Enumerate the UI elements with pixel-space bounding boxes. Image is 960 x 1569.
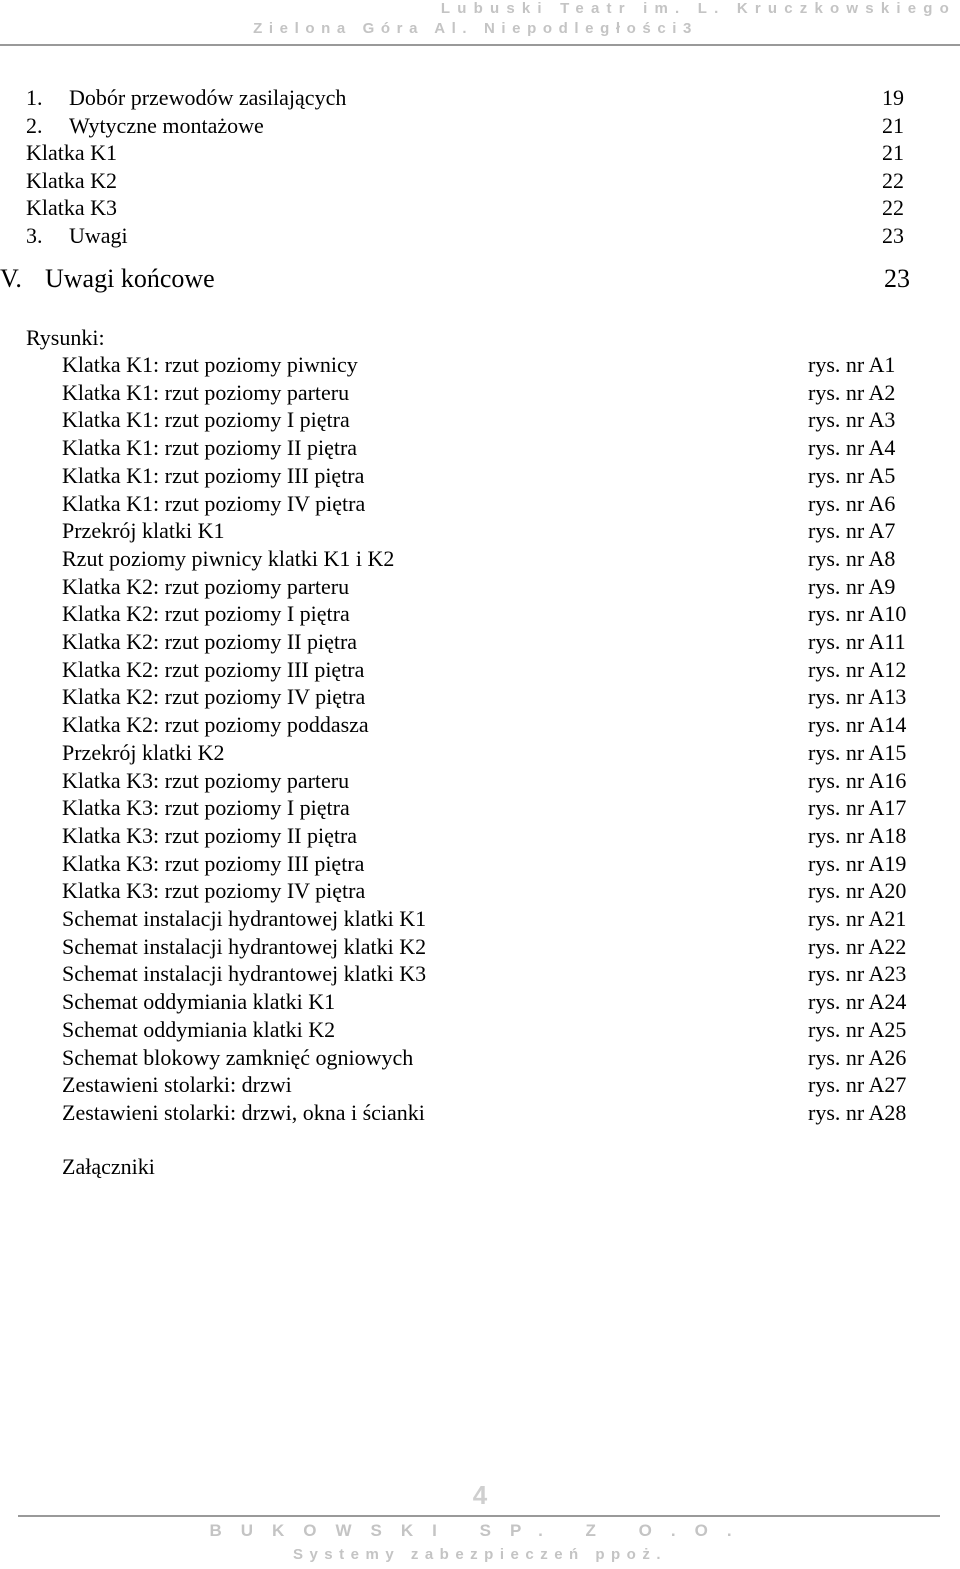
drawing-title: Klatka K3: rzut poziomy I piętra — [62, 795, 350, 821]
drawing-title: Klatka K3: rzut poziomy III piętra — [62, 850, 365, 876]
drawing-title: Klatka K2: rzut poziomy III piętra — [62, 656, 365, 682]
drawing-reference: rys. nr A7 — [808, 518, 896, 544]
drawing-title: Klatka K2: rzut poziomy I piętra — [62, 601, 350, 627]
drawing-title: Klatka K3: rzut poziomy II piętra — [62, 822, 358, 848]
drawing-title: Rzut poziomy piwnicy klatki K1 i K2 — [62, 545, 395, 571]
drawing-reference: rys. nr A13 — [808, 684, 907, 710]
drawing-reference: rys. nr A16 — [808, 767, 907, 793]
drawing-title: Przekrój klatki K1 — [62, 518, 225, 544]
drawing-reference: rys. nr A21 — [808, 906, 907, 931]
drawing-reference: rys. nr A25 — [808, 1016, 907, 1042]
drawing-title: Klatka K3: rzut poziomy parteru — [62, 767, 350, 793]
drawing-title: Schemat instalacji hydrantowej klatki K3 — [62, 961, 427, 987]
drawing-title: Schemat oddymiania klatki K2 — [62, 1016, 336, 1042]
drawing-title: Klatka K1: rzut poziomy piwnicy — [62, 352, 358, 377]
page-number: 4 — [472, 1480, 488, 1510]
drawing-title: Klatka K2: rzut poziomy IV piętra — [62, 684, 366, 710]
toc-page: 23 — [882, 223, 904, 248]
drawings-heading: Rysunki: — [26, 325, 105, 350]
drawing-title: Klatka K1: rzut poziomy IV piętra — [62, 490, 366, 516]
drawing-title: Schemat blokowy zamknięć ogniowych — [62, 1044, 414, 1070]
drawing-reference: rys. nr A2 — [808, 379, 896, 405]
drawing-reference: rys. nr A20 — [808, 878, 907, 904]
toc-page: 19 — [882, 85, 904, 110]
drawing-reference: rys. nr A28 — [808, 1099, 907, 1125]
toc-label: Klatka K2 — [26, 167, 118, 193]
toc-row — [26, 223, 904, 249]
attachments-heading: Załączniki — [62, 1154, 155, 1179]
toc-label: Dobór przewodów zasilających — [69, 85, 347, 110]
drawing-reference: rys. nr A15 — [808, 739, 907, 765]
toc-row — [26, 168, 904, 194]
drawing-reference: rys. nr A18 — [808, 822, 907, 848]
section-number: V. — [0, 264, 22, 293]
toc-number: 1. — [26, 85, 43, 110]
drawing-reference: rys. nr A9 — [808, 573, 896, 599]
toc-row — [26, 195, 904, 221]
drawing-reference: rys. nr A1 — [808, 352, 896, 377]
drawing-reference: rys. nr A24 — [808, 989, 907, 1015]
header-theatre-name: Lubuski Teatr im. L. Kruczkowskiego — [440, 0, 956, 17]
toc-row — [26, 85, 904, 111]
drawing-title: Schemat instalacji hydrantowej klatki K1 — [62, 906, 427, 931]
drawing-reference: rys. nr A6 — [808, 490, 896, 516]
toc-page: 21 — [882, 140, 904, 166]
header-address: Zielona Góra Al. Niepodległości3 — [253, 20, 698, 37]
drawing-reference: rys. nr A17 — [808, 795, 907, 821]
drawing-title: Klatka K3: rzut poziomy IV piętra — [62, 878, 366, 904]
drawing-title: Klatka K2: rzut poziomy parteru — [62, 573, 350, 599]
drawing-title: Zestawieni stolarki: drzwi — [62, 1072, 292, 1098]
drawing-reference: rys. nr A19 — [808, 850, 907, 876]
toc-label: Wytyczne montażowe — [69, 112, 264, 138]
footer-tagline: Systemy zabezpieczeń ppoż. — [292, 1546, 668, 1563]
drawing-title: Klatka K2: rzut poziomy poddasza — [62, 712, 369, 738]
drawing-title: Klatka K1: rzut poziomy III piętra — [62, 462, 365, 488]
toc-page: 21 — [882, 112, 904, 138]
drawing-title: Przekrój klatki K2 — [62, 739, 225, 765]
toc-label: Klatka K1 — [26, 140, 118, 166]
drawing-title: Zestawieni stolarki: drzwi, okna i ścianki — [62, 1099, 425, 1125]
drawing-reference: rys. nr A26 — [808, 1044, 907, 1070]
drawing-reference: rys. nr A14 — [808, 712, 907, 738]
drawing-reference: rys. nr A11 — [808, 629, 906, 654]
drawing-title: Schemat oddymiania klatki K1 — [62, 989, 336, 1015]
drawing-title: Schemat instalacji hydrantowej klatki K2 — [62, 933, 427, 959]
toc-row — [26, 140, 904, 166]
drawing-title: Klatka K2: rzut poziomy II piętra — [62, 629, 358, 654]
section-page: 23 — [884, 264, 910, 293]
toc-page: 22 — [882, 195, 904, 221]
drawing-reference: rys. nr A5 — [808, 462, 896, 488]
drawing-reference: rys. nr A23 — [808, 961, 907, 987]
drawing-reference: rys. nr A8 — [808, 545, 896, 571]
drawing-reference: rys. nr A22 — [808, 933, 907, 959]
toc-number: 3. — [26, 223, 43, 248]
footer-company: BUKOWSKI SP. Z O.O. — [209, 1521, 751, 1540]
toc-number: 2. — [26, 112, 43, 138]
drawing-reference: rys. nr A12 — [808, 656, 907, 682]
drawing-reference: rys. nr A4 — [808, 435, 896, 461]
drawing-reference: rys. nr A3 — [808, 407, 896, 433]
drawing-reference: rys. nr A10 — [808, 601, 907, 627]
drawing-title: Klatka K1: rzut poziomy II piętra — [62, 435, 358, 461]
toc-row — [26, 113, 904, 139]
footer-divider — [18, 1515, 940, 1517]
drawing-title: Klatka K1: rzut poziomy parteru — [62, 379, 350, 405]
header-divider — [0, 44, 960, 46]
toc-page: 22 — [882, 167, 904, 193]
section-title: Uwagi końcowe — [45, 264, 215, 293]
drawing-reference: rys. nr A27 — [808, 1072, 907, 1098]
drawing-title: Klatka K1: rzut poziomy I piętra — [62, 407, 350, 433]
toc-label: Uwagi — [69, 223, 128, 248]
toc-label: Klatka K3 — [26, 195, 118, 221]
